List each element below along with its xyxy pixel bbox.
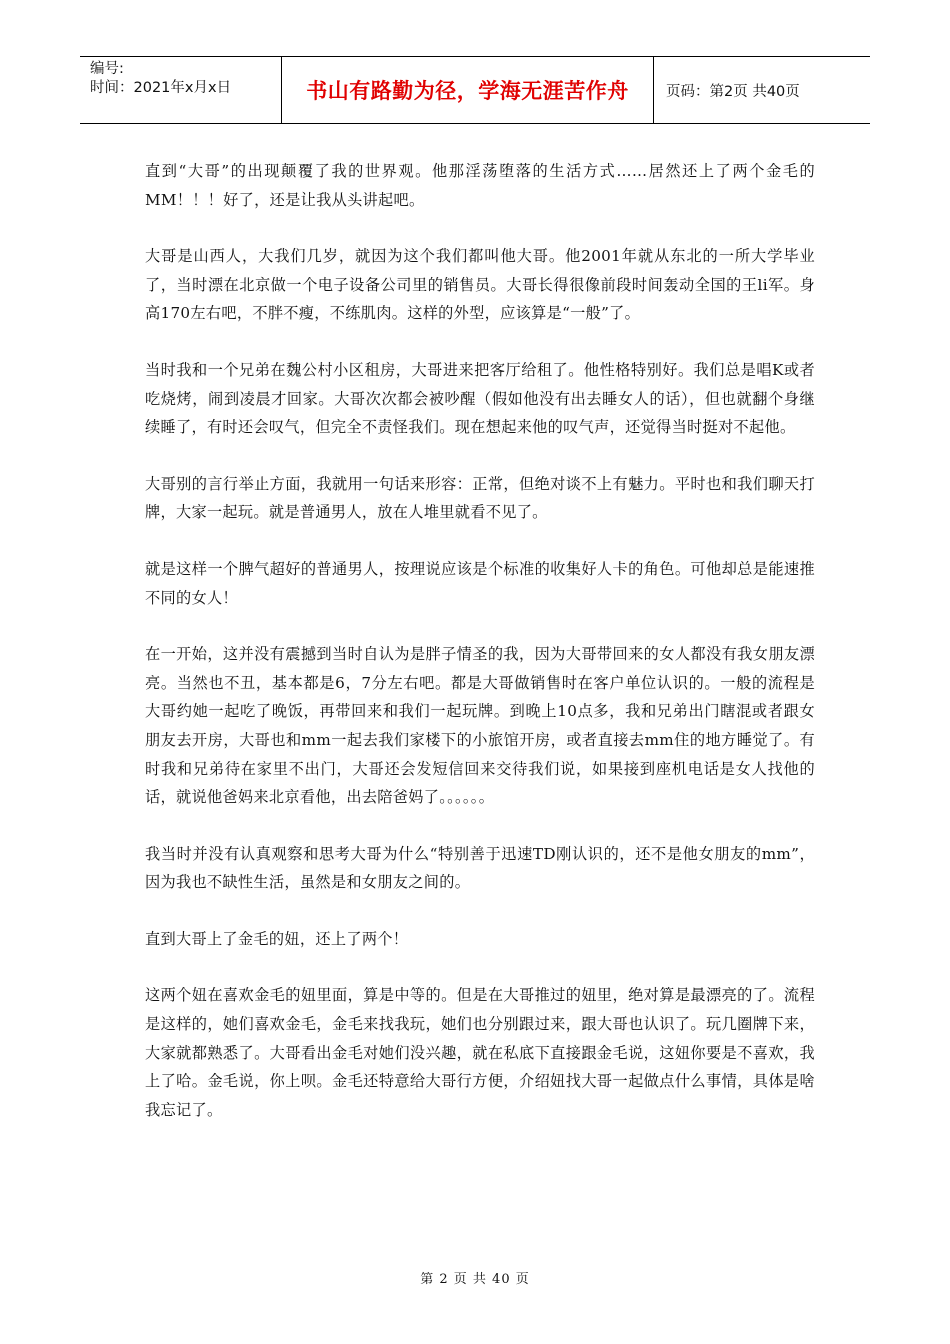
paragraph: 当时我和一个兄弟在魏公村小区租房，大哥进来把客厅给租了。他性格特别好。我们总是唱K或者吃烧烤，闹到凌晨才回家。大哥次次都会被吵醒（假如他没有出去睡女人的话），但也就翻个身继续睡了，有时还会叹气，但完全不责怪我们。现在想起来他的叹气声，还觉得当时挺对不起他。 bbox=[145, 360, 815, 437]
header-page-number: 页码：第2页 共40页 bbox=[666, 83, 800, 100]
paragraph: 这两个妞在喜欢金毛的妞里面，算是中等的。但是在大哥推过的妞里，绝对算是最漂亮的了。流程是这样的，她们喜欢金毛，金毛来找我玩，她们也分别跟过来，跟大哥也认识了。玩几圈牌下来，大家就都熟悉了。大哥看出金毛对她们没兴趣，就在私底下直接跟金毛说，这妞你要是不喜欢，我上了哈。金毛说，你上呗。金毛还特意给大哥行方便，介绍妞找大哥一起做点什么事情，具体是啥我忘记了。 bbox=[145, 986, 815, 1119]
header-motto: 书山有路勤为径，学海无涯苦作舟 bbox=[281, 57, 654, 123]
page-footer: 第 2 页 共 40 页 bbox=[420, 1272, 530, 1287]
paragraph: 就是这样一个脾气超好的普通男人，按理说应该是个标准的收集好人卡的角色。可他却总是能速推不同的女人！ bbox=[145, 559, 815, 607]
page-header bbox=[80, 56, 870, 124]
paragraph: 大哥是山西人，大我们几岁，就因为这个我们都叫他大哥。他2001年就从东北的一所大学毕业了，当时漂在北京做一个电子设备公司里的销售员。大哥长得很像前段时间轰动全国的王li军。身高170左右吧，不胖不瘦，不练肌肉。这样的外型，应该算是“一般”了。 bbox=[145, 247, 815, 323]
paragraph: 我当时并没有认真观察和思考大哥为什么“特别善于迅速TD刚认识的，还不是他女朋友的mm”，因为我也不缺性生活，虽然是和女朋友之间的。 bbox=[145, 844, 815, 892]
paragraph: 大哥别的言行举止方面，我就用一句话来形容：正常，但绝对谈不上有魅力。平时也和我们聊天打牌，大家一起玩。就是普通男人，放在人堆里就看不见了。 bbox=[145, 474, 815, 522]
paragraph: 直到大哥上了金毛的妞，还上了两个！ bbox=[145, 929, 409, 948]
paragraph: 直到“大哥”的出现颠覆了我的世界观。他那淫荡堕落的生活方式……居然还上了两个金毛的MM！！！好了，还是让我从头讲起吧。 bbox=[145, 162, 815, 209]
header-meta bbox=[80, 57, 281, 123]
date-label: 时间：2021年x月x日 bbox=[90, 80, 232, 96]
serial-number-label: 编号: bbox=[90, 61, 124, 77]
paragraph: 在一开始，这并没有震撼到当时自认为是胖子情圣的我，因为大哥带回来的女人都没有我女朋友漂亮。当然也不丑，基本都是6，7分左右吧。都是大哥做销售时在客户单位认识的。一般的流程是大哥约她一起吃了晚饭，再带回来和我们一起玩牌。到晚上10点多，我和兄弟出门瞎混或者跟女朋友去开房，大哥也和mm一起去我们家楼下的小旅馆开房，或者直接去mm住的地方睡觉了。有时我和兄弟待在家里不出门，大哥还会发短信回来交待我们说，如果接到座机电话是女人找他的话，就说他爸妈来北京看他，出去陪爸妈了。。。。。。 bbox=[145, 645, 815, 807]
document-body bbox=[145, 157, 815, 1152]
